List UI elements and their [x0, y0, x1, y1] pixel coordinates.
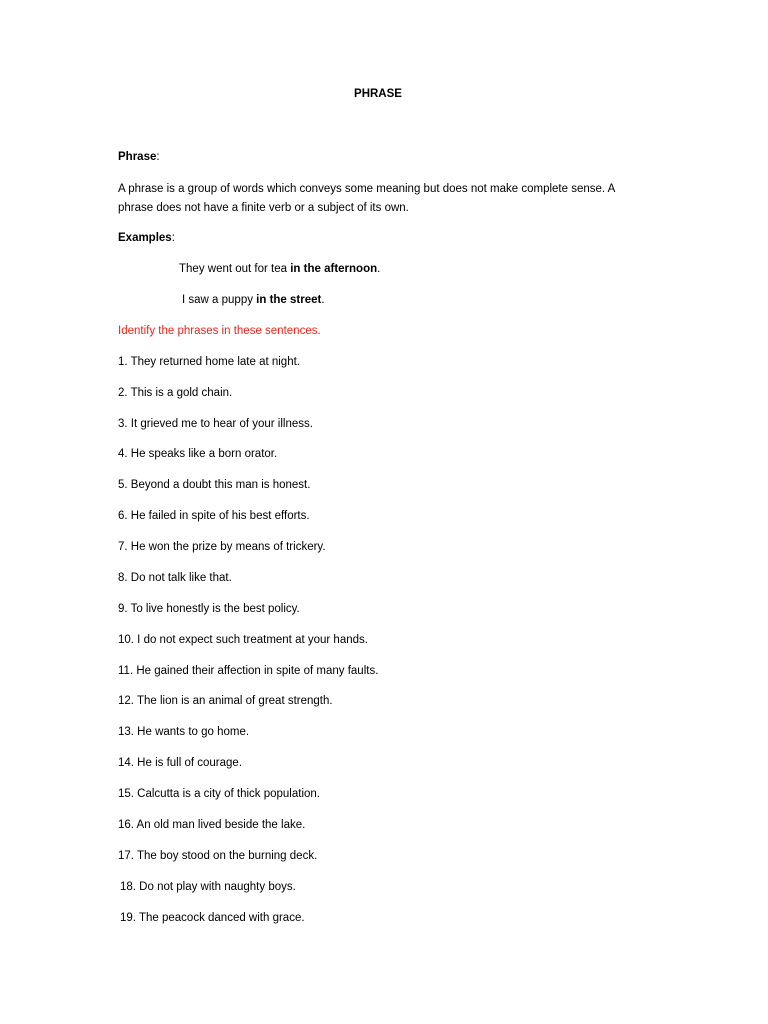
example-phrase: in the street — [256, 294, 322, 306]
exercise-sentence: 15. Calcutta is a city of thick population. — [118, 788, 320, 800]
examples-heading-label: Examples — [118, 232, 172, 244]
phrase-heading-label: Phrase — [118, 151, 157, 163]
example-phrase: in the afternoon — [290, 263, 378, 275]
phrase-heading — [118, 150, 160, 164]
exercise-sentence: 6. He failed in spite of his best efforts. — [118, 510, 310, 522]
phrase-definition: A phrase is a group of words which conveys some meaning but does not make complete sense. A phrase does not have a finite verb or a subject of its own. — [118, 183, 615, 214]
exercise-sentence: 19. The peacock danced with grace. — [120, 912, 305, 924]
example-sentence — [182, 293, 325, 307]
page-title: PHRASE — [354, 88, 402, 100]
exercise-sentence: 14. He is full of courage. — [118, 757, 243, 769]
exercise-sentence: 12. The lion is an animal of great strength. — [118, 695, 333, 707]
examples-heading-colon: : — [171, 232, 175, 244]
exercise-sentence: 10. I do not expect such treatment at your hands. — [118, 634, 368, 646]
example-sentence — [179, 262, 380, 276]
example-punctuation: . — [321, 294, 325, 306]
exercise-sentence: 1. They returned home late at night. — [118, 356, 300, 368]
exercise-sentence: 11. He gained their affection in spite of many faults. — [118, 665, 379, 677]
exercise-sentence: 13. He wants to go home. — [118, 726, 250, 738]
exercise-sentence: 9. To live honestly is the best policy. — [118, 603, 300, 615]
exercise-sentence: 3. It grieved me to hear of your illness. — [118, 418, 313, 430]
exercise-sentence: 7. He won the prize by means of trickery. — [118, 541, 326, 553]
exercise-sentence: 2. This is a gold chain. — [118, 387, 233, 399]
exercise-sentence: 18. Do not play with naughty boys. — [120, 881, 296, 893]
exercise-sentence: 4. He speaks like a born orator. — [118, 448, 278, 460]
example-punctuation: . — [377, 263, 381, 275]
exercise-sentence: 16. An old man lived beside the lake. — [118, 819, 306, 831]
example-text: They went out for tea — [179, 263, 291, 275]
exercise-sentence: 5. Beyond a doubt this man is honest. — [118, 479, 311, 491]
examples-heading — [118, 231, 175, 245]
example-text: I saw a puppy — [182, 294, 257, 306]
phrase-heading-colon: : — [156, 151, 160, 163]
exercise-sentence: 8. Do not talk like that. — [118, 572, 232, 584]
exercise-instruction: Identify the phrases in these sentences. — [118, 325, 321, 337]
exercise-sentence: 17. The boy stood on the burning deck. — [118, 850, 318, 862]
